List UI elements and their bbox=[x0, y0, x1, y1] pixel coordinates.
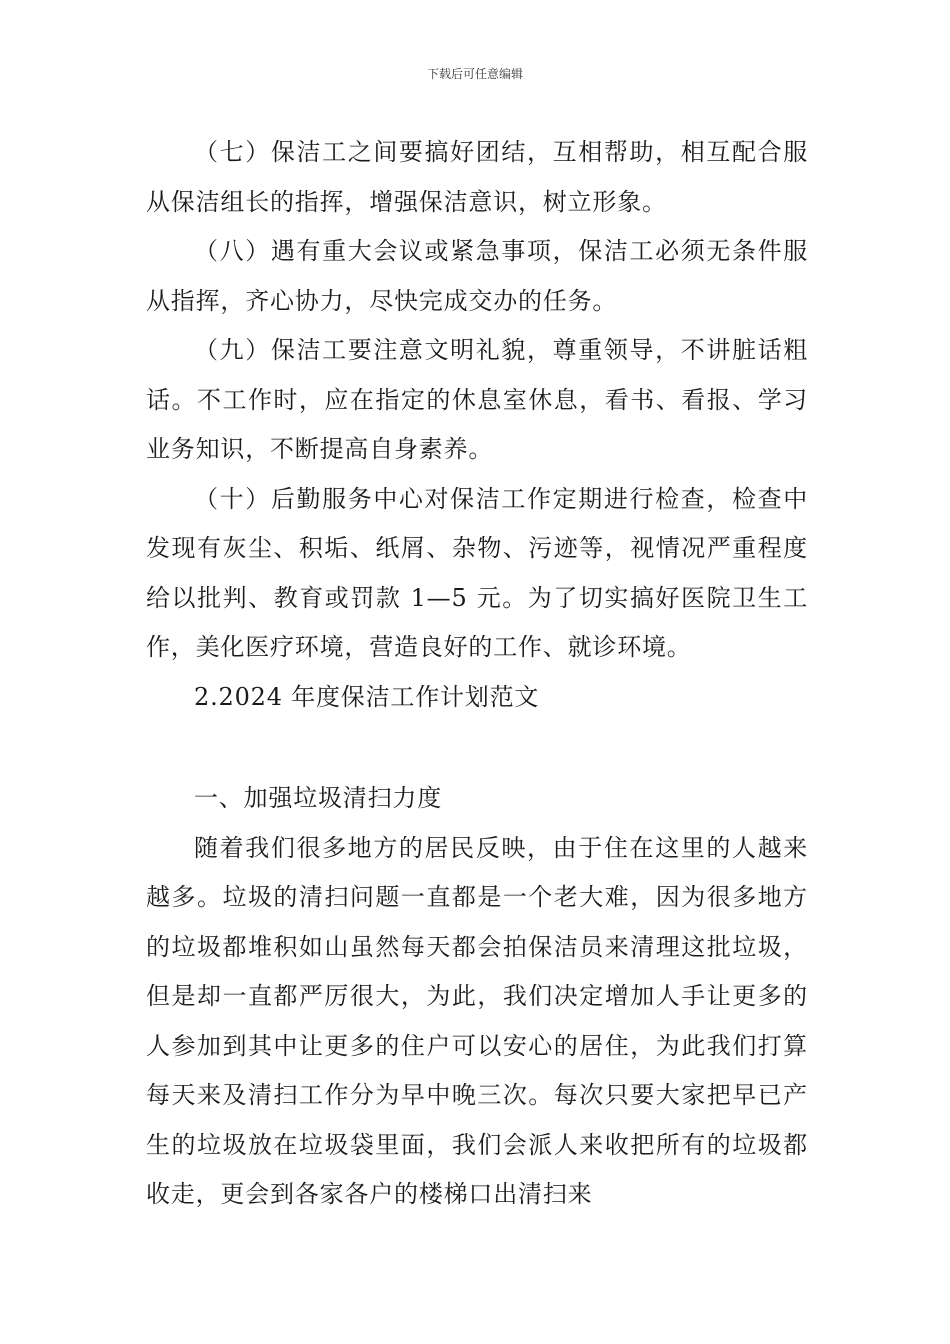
section-heading-1: 一、加强垃圾清扫力度 bbox=[194, 784, 442, 812]
blank-line bbox=[146, 722, 808, 774]
paragraph-item-10: （十）后勤服务中心对保洁工作定期进行检查，检查中发现有灰尘、积垢、纸屑、杂物、污迹等，视情况严重程度给以批判、教育或罚款 1—5 元。为了切实搞好医院卫生工作，美化医疗环境，营造良好的工作、就诊环境。 bbox=[146, 484, 808, 661]
paragraph-item-8: （八）遇有重大会议或紧急事项，保洁工必须无条件服从指挥，齐心协力，尽快完成交办的任务。 bbox=[146, 237, 808, 315]
paragraph-section-1: 随着我们很多地方的居民反映，由于住在这里的人越来越多。垃圾的清扫问题一直都是一个老大难，因为很多地方的垃圾都堆积如山虽然每天都会拍保洁员来清理这批垃圾，但是却一直都严厉很大，为此，我们决定增加人手让更多的人参加到其中让更多的住户可以安心的居住，为此我们打算每天来及清扫工作分为早中晚三次。每次只要大家把早已产生的垃圾放在垃圾袋里面，我们会派人来收把所有的垃圾都收走，更会到各家各户的楼梯口出清扫来 bbox=[146, 833, 808, 1208]
section-title-2: 2.2024 年度保洁工作计划范文 bbox=[194, 682, 540, 711]
paragraph-item-7: （七）保洁工之间要搞好团结，互相帮助，相互配合服从保洁组长的指挥，增强保洁意识，树立形象。 bbox=[146, 138, 808, 216]
document-body bbox=[146, 128, 808, 1220]
page-header: 下载后可任意编辑 bbox=[426, 67, 523, 81]
paragraph-item-9: （九）保洁工要注意文明礼貌，尊重领导，不讲脏话粗话。不工作时，应在指定的休息室休息，看书、看报、学习业务知识，不断提高自身素养。 bbox=[146, 336, 808, 463]
